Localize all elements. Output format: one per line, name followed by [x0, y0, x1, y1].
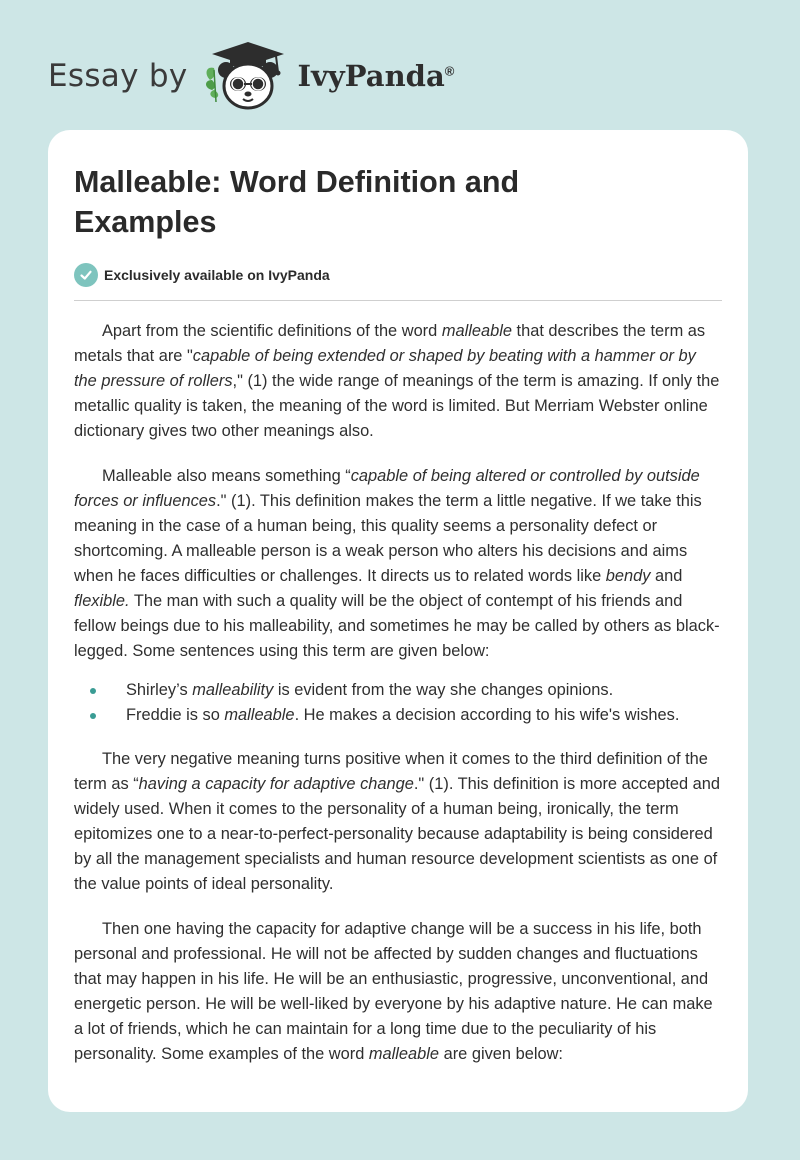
paragraph-4: Then one having the capacity for adaptive change will be a success in his life, both personal and professional. He will not be affected by sudden changes and fluctuations that may happen in his life. He will be an enthusiastic, progressive, unconventional, and energetic person. He will be well-liked by everyone by his adaptive nature. He can make a lot of friends, which he can maintain for a long time due to the peculiarity of his personality. Some examples of the word malleable are given below:: [74, 920, 713, 1063]
brand-name: IvyPanda®: [297, 59, 455, 93]
check-icon: [74, 263, 98, 287]
brand-header: [48, 36, 454, 116]
paragraph-2: Malleable also means something “capable of being altered or controlled by outside forces or influences." (1). This definition makes the term a little negative. If we take this meaning in the case of a human being, this quality seems a personality defect or shortcoming. A malleable person is a weak person who alters his decisions and aims when he faces difficulties or challenges. It directs us to related words like bendy and flexible. The man with such a quality will be the object of contempt of his friends and fellow beings due to his malleability, and sometimes he may be called by others as black-legged. Some sentences using this term are given below:: [74, 467, 720, 660]
essay-card: [48, 130, 748, 1112]
bullet-icon: [90, 688, 96, 694]
list-item: Shirley’s malleability is evident from the way she changes opinions.: [74, 678, 722, 703]
exclusive-badge: [74, 263, 722, 287]
list-item: Freddie is so malleable. He makes a decision according to his wife's wishes.: [74, 703, 722, 728]
page-title: Malleable: Word Definition and Examples: [74, 165, 520, 239]
bullet-icon: [90, 713, 96, 719]
panda-logo-icon: [202, 40, 294, 112]
divider: [74, 300, 722, 301]
paragraph-1: Apart from the scientific definitions of the word malleable that describes the term as metals that are "capable of being extended or shaped by beating with a hammer or by the pressure of rollers," (1) the wide range of meanings of the term is amazing. If only the metallic quality is taken, the meaning of the word is limited. But Merriam Webster online dictionary gives two other meanings also.: [74, 322, 720, 440]
brand-prefix: Essay by: [48, 58, 188, 94]
paragraph-3: The very negative meaning turns positive when it comes to the third definition of the term as “having a capacity for adaptive change." (1). This definition is more accepted and widely used. When it comes to the personality of a human being, ironically, the term epitomizes one to a near-to-perfect-personality because adaptability is being considered by all the management specialists and human resource development scientists as one of the value points of ideal personality.: [74, 750, 721, 893]
badge-text: Exclusively available on IvyPanda: [104, 267, 330, 283]
example-list: [74, 678, 722, 728]
